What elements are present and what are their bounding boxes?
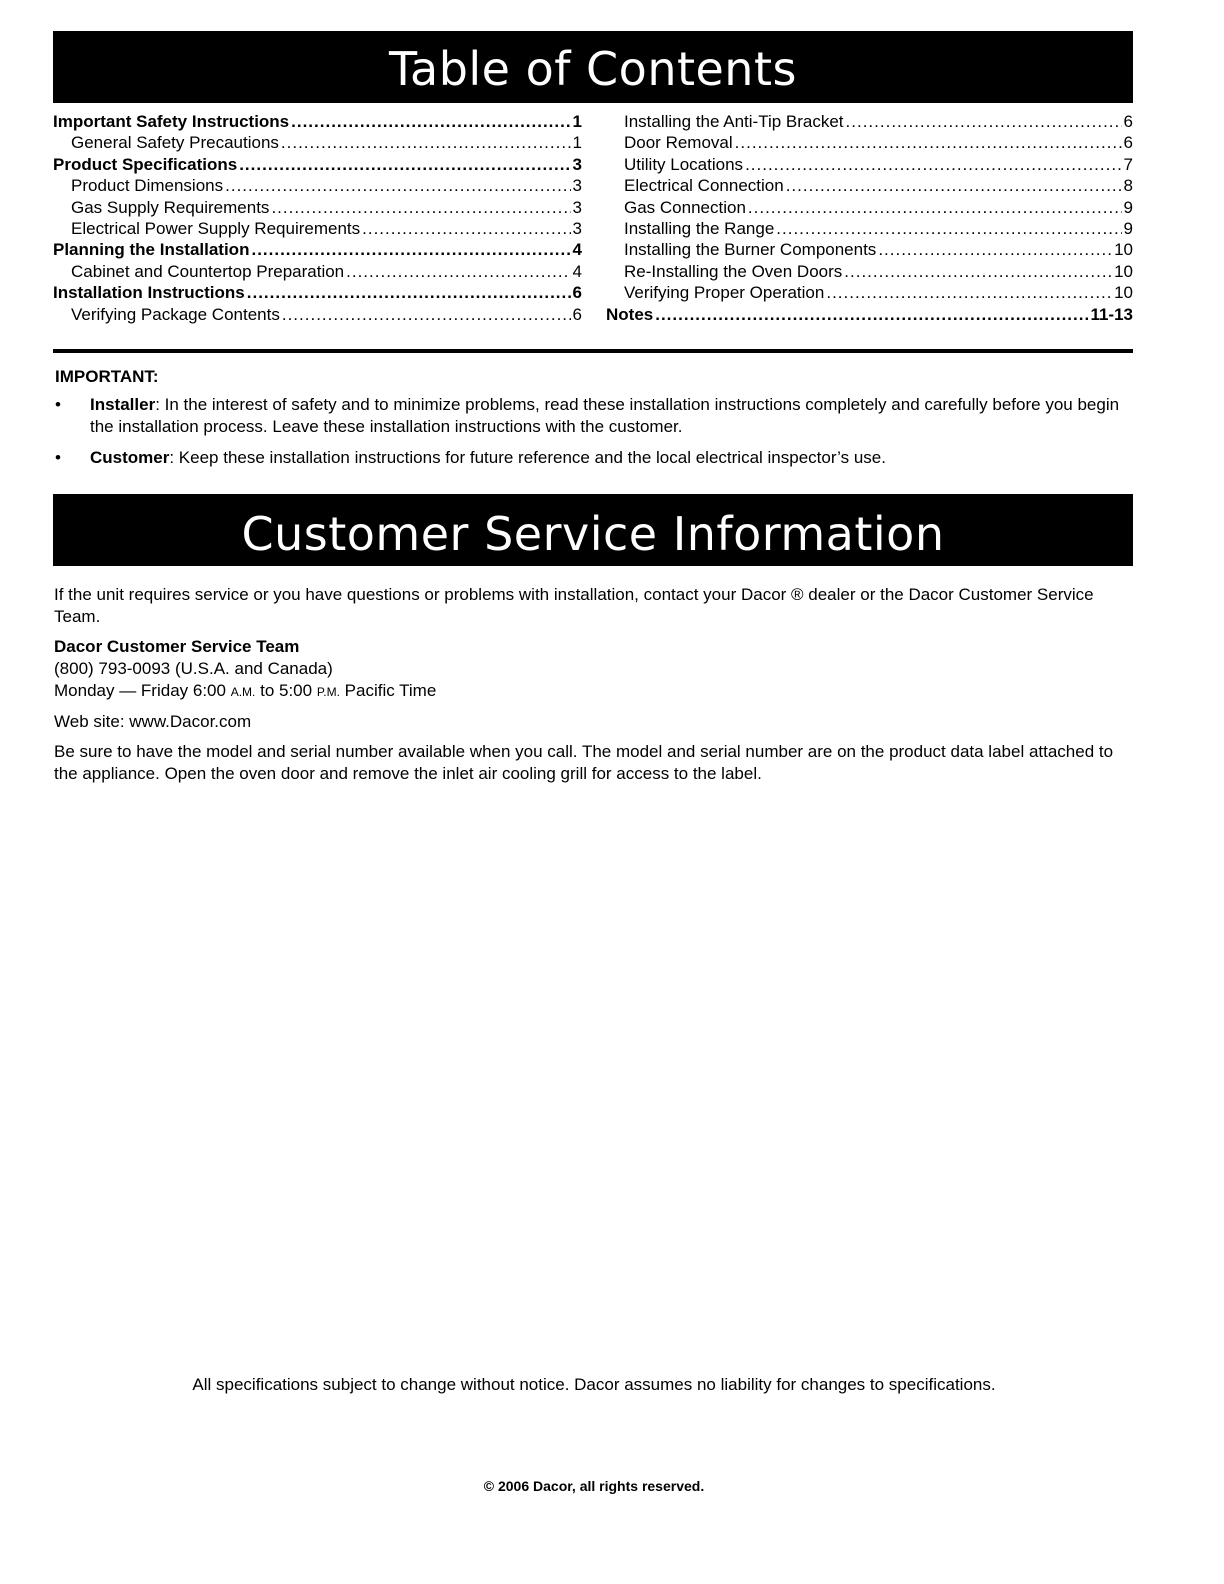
toc-entry-page: 9 <box>1123 197 1133 217</box>
toc-entry <box>53 305 582 326</box>
cs-note: Be sure to have the model and serial number available when you call. The model and serial number are on the product data label attached to the appliance. Open the oven door and remove the inlet air cooling grill for access to the label. <box>54 742 1114 783</box>
bullet-lead: Customer <box>90 448 170 467</box>
toc-entry-page: 8 <box>1123 176 1133 196</box>
toc-entry-page: 4 <box>572 261 582 281</box>
toc-entry <box>606 305 1133 326</box>
toc-leader-dots <box>271 198 570 218</box>
customer-service-body <box>54 584 1114 793</box>
customer-service-heading: Customer Service Information <box>53 494 1133 566</box>
toc-entry <box>53 262 582 283</box>
toc-leader-dots <box>878 240 1112 260</box>
toc-leader-dots <box>776 219 1121 239</box>
toc-entry <box>53 112 582 133</box>
toc-entry <box>53 283 582 304</box>
toc-entry-page: 6 <box>572 304 582 324</box>
toc-leader-dots <box>247 283 571 303</box>
toc-leader-dots <box>225 176 570 196</box>
toc-entry-page: 1 <box>572 133 582 153</box>
toc-leader-dots <box>735 133 1122 153</box>
toc-entry-title: General Safety Precautions <box>71 133 279 153</box>
toc-leader-dots <box>745 155 1121 175</box>
toc-leader-dots <box>846 112 1122 132</box>
toc-entry <box>606 262 1133 283</box>
bullet-dot-icon: • <box>55 395 61 414</box>
toc-entry-page: 3 <box>572 176 582 196</box>
toc-entry-page: 3 <box>572 154 582 174</box>
toc-entry-title: Installing the Range <box>624 218 775 238</box>
divider-rule <box>53 349 1133 353</box>
toc-entry <box>606 176 1133 197</box>
toc-entry <box>53 240 582 261</box>
cs-hours: Monday — Friday 6:00 A.M. to 5:00 P.M. Pacific Time <box>54 681 437 700</box>
toc-entry <box>606 198 1133 219</box>
toc-entry-title: Product Dimensions <box>71 176 224 196</box>
toc-entry-page: 10 <box>1114 261 1133 281</box>
footer-copyright: © 2006 Dacor, all rights reserved. <box>483 1478 705 1494</box>
toc-entry-page: 4 <box>572 240 582 260</box>
toc-entry <box>606 283 1133 304</box>
toc-leader-dots <box>748 198 1122 218</box>
toc-entry-page: 10 <box>1114 283 1133 303</box>
toc-entry-title: Installing the Anti-Tip Bracket <box>624 112 844 131</box>
toc-entry-title: Utility Locations <box>624 154 744 174</box>
cs-team-name: Dacor Customer Service Team <box>54 637 300 656</box>
toc-entry-page: 3 <box>572 197 582 217</box>
toc-entry-page: 1 <box>572 112 582 131</box>
toc-entry-title: Notes <box>606 304 654 324</box>
toc-entry-title: Re-Installing the Oven Doors <box>624 261 843 281</box>
toc-entry <box>606 155 1133 176</box>
bullet-lead: Installer <box>90 395 156 414</box>
toc-leader-dots <box>239 155 570 175</box>
toc-entry-title: Installing the Burner Components <box>624 240 877 260</box>
toc-leader-dots <box>346 262 570 282</box>
toc-entry-title: Installation Instructions <box>53 283 245 303</box>
toc-entry-page: 6 <box>572 283 582 303</box>
toc-entry-page: 6 <box>1123 112 1133 131</box>
toc-entry <box>53 176 582 197</box>
toc-leader-dots <box>281 133 571 153</box>
bullet-text: : In the interest of safety and to minimize problems, read these installation instructions completely and carefully before you begin the installation process. Leave these installation instructions with the customer. <box>90 395 1120 436</box>
toc-leader-dots <box>786 176 1122 196</box>
toc-entry-title: Cabinet and Countertop Preparation <box>71 261 345 281</box>
toc-entry-title: Planning the Installation <box>53 240 250 260</box>
toc-leader-dots <box>362 219 570 239</box>
toc-entry-title: Gas Supply Requirements <box>71 197 270 217</box>
toc-entry <box>53 133 582 154</box>
bullet-text: : Keep these installation instructions for future reference and the local electrical inspector’s use. <box>169 448 886 467</box>
toc-leader-dots <box>282 305 571 325</box>
toc-left-column <box>53 112 582 326</box>
toc-leader-dots <box>291 112 570 132</box>
footer-disclaimer: All specifications subject to change without notice. Dacor assumes no liability for changes to specifications. <box>192 1375 996 1394</box>
toc-entry <box>606 112 1133 133</box>
toc-entry-title: Important Safety Instructions <box>53 112 290 131</box>
toc-entry <box>606 240 1133 261</box>
toc-entry <box>53 219 582 240</box>
important-bullets <box>55 394 1135 478</box>
toc-leader-dots <box>655 305 1088 325</box>
toc-leader-dots <box>251 240 570 260</box>
bullet-installer <box>55 394 1135 438</box>
toc-entry <box>606 219 1133 240</box>
cs-website: Web site: www.Dacor.com <box>54 712 252 731</box>
toc-entry-page: 10 <box>1114 240 1133 260</box>
toc-leader-dots <box>844 262 1112 282</box>
toc-entry-title: Door Removal <box>624 133 733 153</box>
bullet-customer <box>55 447 1135 469</box>
important-label: IMPORTANT: <box>55 367 159 386</box>
toc-entry <box>53 155 582 176</box>
cs-phone: (800) 793-0093 (U.S.A. and Canada) <box>54 659 333 678</box>
toc-heading: Table of Contents <box>53 31 1133 103</box>
toc-entry-page: 3 <box>572 218 582 238</box>
cs-intro: If the unit requires service or you have questions or problems with installation, contact your Dacor ® dealer or the Dacor Customer Service Team. <box>54 585 1094 626</box>
toc-entry <box>53 198 582 219</box>
toc-entry-title: Electrical Connection <box>624 176 784 196</box>
toc-leader-dots <box>826 283 1112 303</box>
toc-right-column <box>606 112 1133 326</box>
toc-entry-title: Verifying Proper Operation <box>624 283 825 303</box>
toc-entry-title: Gas Connection <box>624 197 746 217</box>
bullet-dot-icon: • <box>55 448 61 467</box>
toc-entry-page: 7 <box>1123 154 1133 174</box>
toc-entry-page: 11-13 <box>1090 304 1133 324</box>
toc-entry-title: Verifying Package Contents <box>71 304 280 324</box>
toc-entry <box>606 133 1133 154</box>
toc-entry-title: Product Specifications <box>53 154 238 174</box>
toc-entry-title: Electrical Power Supply Requirements <box>71 218 361 238</box>
toc-entry-page: 6 <box>1123 133 1133 153</box>
toc-entry-page: 9 <box>1123 218 1133 238</box>
